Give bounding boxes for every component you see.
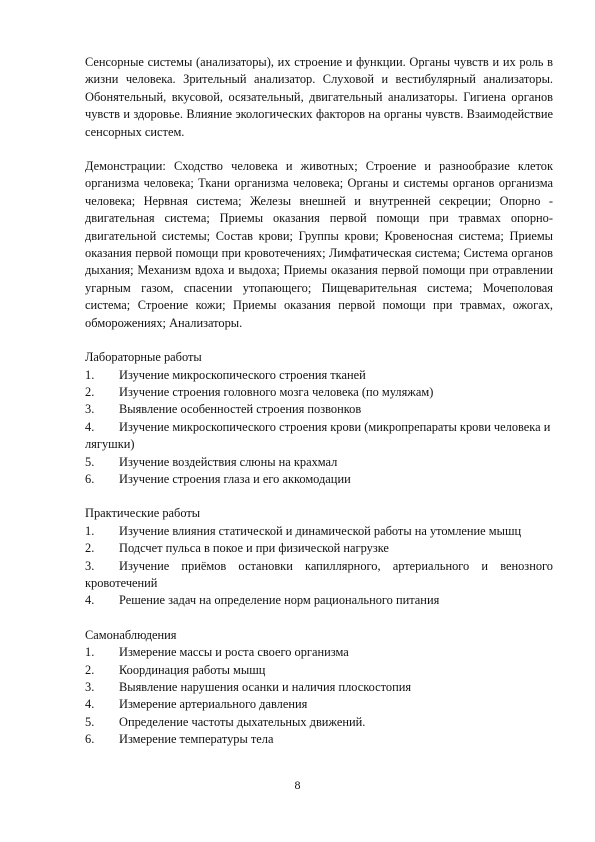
list-item [85,592,553,609]
intro-paragraph: Сенсорные системы (анализаторы), их строение и функции. Органы чувств и их роль в жизни человека. Зрительный анализатор. Слуховой и вестибулярный анализаторы. Обонятельный, вкусовой, осязательный, двигательный анализаторы. Гигиена органов чувств и здоровье. Влияние экологических факторов на органы чувств. Взаимодействие сенсорных систем. [85,55,553,139]
item-number: 3. [85,680,95,694]
list-item [85,731,553,748]
item-number: 6. [85,471,95,486]
item-text: Определение частоты дыхательных движений. [119,714,366,729]
item-text: Измерение артериального давления [119,697,308,712]
item-number: 2. [85,541,95,556]
item-number: 3. [85,402,95,417]
list-item [85,644,553,661]
list-item [85,523,553,540]
item-number: 5. [85,714,95,729]
item-text: Выявление нарушения осанки и наличия плоскостопия [119,680,412,694]
item-text: Изучение строения головного мозга человека (по муляжам) [119,384,434,399]
item-text: Изучение микроскопического строения крови (микропрепараты крови человека и лягушки) [85,419,551,452]
list-item [85,679,553,696]
self-observations-list [85,644,553,748]
lab-works-list [85,367,553,489]
item-number: 2. [85,384,95,399]
spacer [85,610,553,627]
item-text: Изучение влияния статической и динамической работы на утомление мышц [119,523,522,538]
self-observations-heading: Самонаблюдения [85,627,177,642]
item-number: 1. [85,523,95,538]
item-text: Выявление особенностей строения позвонков [119,402,362,417]
list-item [85,454,553,471]
list-item [85,662,553,679]
lab-works-heading: Лабораторные работы [85,350,202,365]
page-content [85,54,553,749]
practical-works-heading: Практические работы [85,506,201,521]
demonstrations-paragraph: Демонстрации: Сходство человека и животных; Строение и разнообразие клеток организма человека; Ткани организма человека; Органы и системы органов организма человека; Нервная система; Железы внешней и внутренней секреции; Опорно - двигательная система; Приемы оказания первой помощи при травмах опорно- двигательной системы; Состав крови; Группы крови; Кровеносная система; Приемы оказания первой помощи при кровотечениях; Лимфатическая система; Система органов дыхания; Механизм вдоха и выдоха; Приемы оказания первой помощи при отравлении угарным газом, спасении утопающего; Пищеварительная система; Мочеполовая система; Строение кожи; Приемы оказания первой помощи при травмах, ожогах, обморожениях; Анализаторы. [85,159,553,330]
item-number: 3. [85,558,95,573]
item-number: 4. [85,419,95,434]
list-item [85,714,553,731]
spacer [85,332,553,349]
item-text: Измерение температуры тела [119,732,274,747]
list-item [85,540,553,557]
list-item [85,696,553,713]
item-text: Подсчет пульса в покое и при физической нагрузке [119,541,389,556]
item-text: Координация работы мышц [119,662,266,677]
item-text: Изучение строения глаза и его аккомодации [119,471,351,486]
list-item [85,558,553,593]
item-number: 4. [85,593,95,608]
list-item [85,367,553,384]
item-text: Изучение воздействия слюны на крахмал [119,454,338,469]
item-number: 1. [85,367,95,382]
list-item [85,471,553,488]
item-text: Изучение приёмов остановки капиллярного, артериального и венозного кровотечений [85,558,553,590]
item-number: 5. [85,454,95,469]
list-item [85,401,553,418]
spacer [85,488,553,505]
page-number: 8 [294,778,301,792]
item-text: Изучение микроскопического строения тканей [119,367,366,382]
item-number: 1. [85,645,95,660]
item-number: 2. [85,662,95,677]
spacer [85,141,553,158]
item-number: 6. [85,732,95,747]
item-text: Измерение массы и роста своего организма [119,645,349,660]
list-item [85,384,553,401]
item-number: 4. [85,697,95,712]
list-item [85,419,553,454]
item-text: Решение задач на определение норм рационального питания [119,593,440,608]
practical-works-list [85,523,553,610]
